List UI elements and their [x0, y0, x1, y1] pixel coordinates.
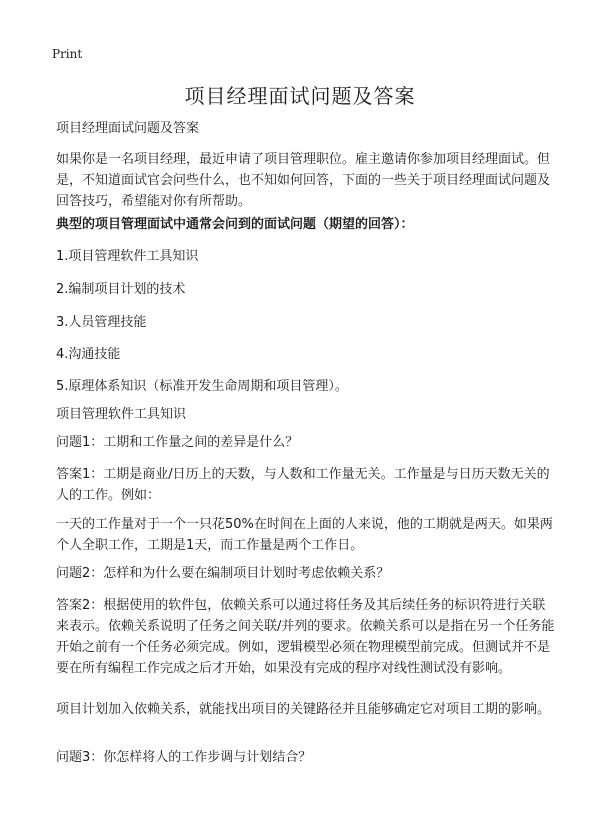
document-subtitle: 项目经理面试问题及答案 [56, 121, 200, 136]
answer-2: 答案2：根据使用的软件包，依赖关系可以通过将任务及其后续任务的标识符进行关联来表示。依赖关系说明了任务之间关联/并列的要求。依赖关系可以是指在另一个任务能开始之前有一个任务必须完成。例如，逻辑模型必须在物理模型前完成。但测试并不是要在所有编程工作完成之后才开始，如果没有完成的程序对线性测试没有影响。 [56, 598, 555, 676]
list-item: 1.项目管理软件工具知识 [56, 249, 199, 264]
answer-2-followup: 项目计划加入依赖关系，就能找出项目的关键路径并且能够确定它对项目工期的影响。 [56, 702, 551, 717]
answer-1-example: 一天的工作量对于一个一只花50%在时间在上面的人来说，他的工期就是两天。如果两个人全职工作，工期是1天，而工作量是两个工作日。 [56, 517, 553, 553]
answer-1: 答案1：工期是商业/日历上的天数，与人数和工作量无关。工作量是与日历天数无关的人的工作。例如： [56, 467, 550, 503]
question-3: 问题3：你怎样将人的工作步调与计划结合？ [56, 750, 312, 765]
list-item: 2.编制项目计划的技术 [56, 282, 186, 297]
print-label: Print [52, 47, 83, 61]
list-item: 4.沟通技能 [56, 347, 121, 362]
list-item: 3.人员管理技能 [56, 315, 147, 330]
topic-heading: 项目管理软件工具知识 [56, 407, 187, 422]
list-item: 5.原理体系知识（标准开发生命周期和项目管理）。 [56, 379, 348, 394]
section-heading: 典型的项目管理面试中通常会问到的面试问题（期望的回答）： [56, 217, 414, 232]
page-title: 项目经理面试问题及答案 [184, 84, 416, 108]
question-1: 问题1：工期和工作量之间的差异是什么？ [56, 435, 299, 450]
question-2: 问题2：怎样和为什么要在编制项目计划时考虑依赖关系？ [56, 566, 390, 581]
intro-paragraph: 如果你是一名项目经理，最近申请了项目管理职位。雇主邀请你参加项目经理面试。但是，不知道面试官会问些什么，也不知如何回答，下面的一些关于项目经理面试问题及回答技巧，希望能对你有所帮助。 [56, 152, 551, 209]
